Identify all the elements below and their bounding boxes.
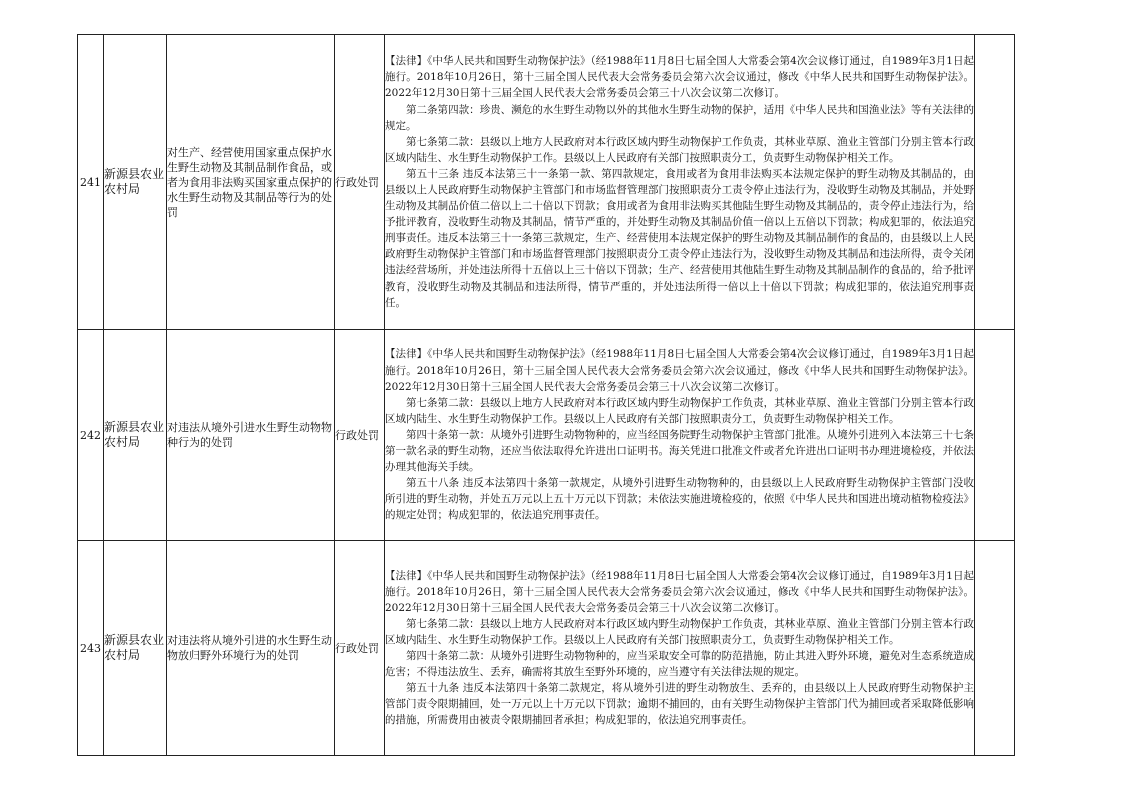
power-item-name: 对生产、经营使用国家重点保护水生野生动物及其制品制作食品，或者为食用非法购买国家重点保护的水生野生动物及其制品等行为的处罚: [167, 35, 335, 330]
power-type: 行政处罚: [335, 541, 385, 756]
legal-basis-paragraph: 第二条第四款：珍贵、濒危的水生野生动物以外的其他水生野生动物的保护，适用《中华人民共和国渔业法》等有关法律的规定。: [385, 103, 974, 132]
department-name: 新源县农业农村局: [104, 35, 167, 330]
legal-basis-paragraph: 第四十条第一款：从境外引进野生动物物种的，应当经国务院野生动物保护主管部门批准。从境外引进列入本法第三十七条第一款名录的野生动物，还应当依法取得允许进出口证明书。海关凭进口批准文件或者允许进出口证明书办理进境检疫，并依法办理其他海关手续。: [385, 428, 974, 474]
row-number: 241: [78, 35, 104, 330]
power-list-table: [77, 34, 1015, 756]
department-name: 新源县农业农村局: [104, 541, 167, 756]
table-row: [78, 35, 1015, 330]
legal-basis-paragraph: 第五十八条 违反本法第四十条第一款规定，从境外引进野生动物物种的，由县级以上人民政府野生动物保护主管部门没收所引进的野生动物，并处五万元以上五十万元以下罚款；未依法实施进境检疫的，依照《中华人民共和国进出境动植物检疫法》的规定处罚；构成犯罪的，依法追究刑事责任。: [385, 477, 974, 522]
legal-basis-paragraph: 第五十九条 违反本法第四十条第二款规定，将从境外引进的野生动物放生、丢弃的，由县级以上人民政府野生动物保护主管部门责令限期捕回，处一万元以上十万元以下罚款；逾期不捕回的，由有关野生动物保护主管部门代为捕回或者采取降低影响的措施，所需费用由被责令限期捕回者承担；构成犯罪的，依法追究刑事责任。: [385, 682, 974, 727]
department-name: 新源县农业农村局: [104, 330, 167, 541]
legal-basis-paragraph: 第七条第二款：县级以上地方人民政府对本行政区域内野生动物保护工作负责，其林业草原、渔业主管部门分别主管本行政区域内陆生、水生野生动物保护工作。县级以上人民政府有关部门按照职责分工，负责野生动物保护相关工作。: [385, 396, 974, 425]
power-item-name: 对违法从境外引进水生野生动物物种行为的处罚: [167, 330, 335, 541]
table-row: [78, 330, 1015, 541]
legal-basis-paragraph: 【法律】《中华人民共和国野生动物保护法》（经1988年11月8日七届全国人大常委会第4次会议修订通过，自1989年3月1日起施行。2018年10月26日，第十三届全国人民代表大会常务委员会第六次会议通过，修改《中华人民共和国野生动物保护法》。2022年12月30日第十三届全国人民代表大会常务委员会第三十八次会议第二次修订。: [385, 569, 974, 614]
legal-basis: [385, 541, 975, 756]
legal-basis-paragraph: 第七条第二款：县级以上地方人民政府对本行政区域内野生动物保护工作负责，其林业草原、渔业主管部门分别主管本行政区域内陆生、水生野生动物保护工作。县级以上人民政府有关部门按照职责分工，负责野生动物保护相关工作。: [385, 617, 974, 646]
legal-basis-paragraph: 【法律】《中华人民共和国野生动物保护法》（经1988年11月8日七届全国人大常委会第4次会议修订通过，自1989年3月1日起施行。2018年10月26日，第十三届全国人民代表大会常务委员会第六次会议通过，修改《中华人民共和国野生动物保护法》。2022年12月30日第十三届全国人民代表大会常务委员会第三十八次会议第二次修订。: [385, 348, 974, 393]
remarks-cell: [975, 35, 1015, 330]
remarks-cell: [975, 541, 1015, 756]
row-number: 243: [78, 541, 104, 756]
table-row: [78, 541, 1015, 756]
legal-basis-paragraph: 【法律】《中华人民共和国野生动物保护法》（经1988年11月8日七届全国人大常委会第4次会议修订通过，自1989年3月1日起施行。2018年10月26日，第十三届全国人民代表大会常务委员会第六次会议通过，修改《中华人民共和国野生动物保护法》。2022年12月30日第十三届全国人民代表大会常务委员会第三十八次会议第二次修订。: [385, 55, 974, 100]
legal-basis-paragraph: 第五十三条 违反本法第三十一条第一款、第四款规定，食用或者为食用非法购买本法规定保护的野生动物及其制品的，由县级以上人民政府野生动物保护主管部门和市场监督管理部门按照职责分工责令停止违法行为，没收野生动物及其制品，并处野生动物及其制品价值二倍以上二十倍以下罚款；食用或者为食用非法购买其他陆生野生动物及其制品的，责令停止违法行为，给予批评教育，没收野生动物及其制品，情节严重的，并处野生动物及其制品价值一倍以上五倍以下罚款；构成犯罪的，依法追究刑事责任。违反本法第三十一条第三款规定，生产、经营使用本法规定保护的野生动物及其制品制作的食品的，由县级以上人民政府野生动物保护主管部门和市场监督管理部门按照职责分工责令停止违法行为，没收野生动物及其制品和违法所得，责令关闭违法经营场所，并处违法所得十五倍以上三十倍以下罚款；生产、经营使用其他陆生野生动物及其制品制作的食品的，给予批评教育，没收野生动物及其制品和违法所得，情节严重的，并处违法所得一倍以上十倍以下罚款；构成犯罪的，依法追究刑事责任。: [385, 167, 974, 309]
legal-basis: [385, 330, 975, 541]
row-number: 242: [78, 330, 104, 541]
power-type: 行政处罚: [335, 35, 385, 330]
remarks-cell: [975, 330, 1015, 541]
power-item-name: 对违法将从境外引进的水生野生动物放归野外环境行为的处罚: [167, 541, 335, 756]
legal-basis-paragraph: 第四十条第二款：从境外引进野生动物物种的，应当采取安全可靠的防范措施，防止其进入野外环境，避免对生态系统造成危害；不得违法放生、丢弃，确需将其放生至野外环境的，应当遵守有关法律法规的规定。: [385, 650, 974, 679]
legal-basis: [385, 35, 975, 330]
power-type: 行政处罚: [335, 330, 385, 541]
legal-basis-paragraph: 第七条第二款：县级以上地方人民政府对本行政区域内野生动物保护工作负责，其林业草原、渔业主管部门分别主管本行政区域内陆生、水生野生动物保护工作。县级以上人民政府有关部门按照职责分工，负责野生动物保护相关工作。: [385, 135, 974, 164]
